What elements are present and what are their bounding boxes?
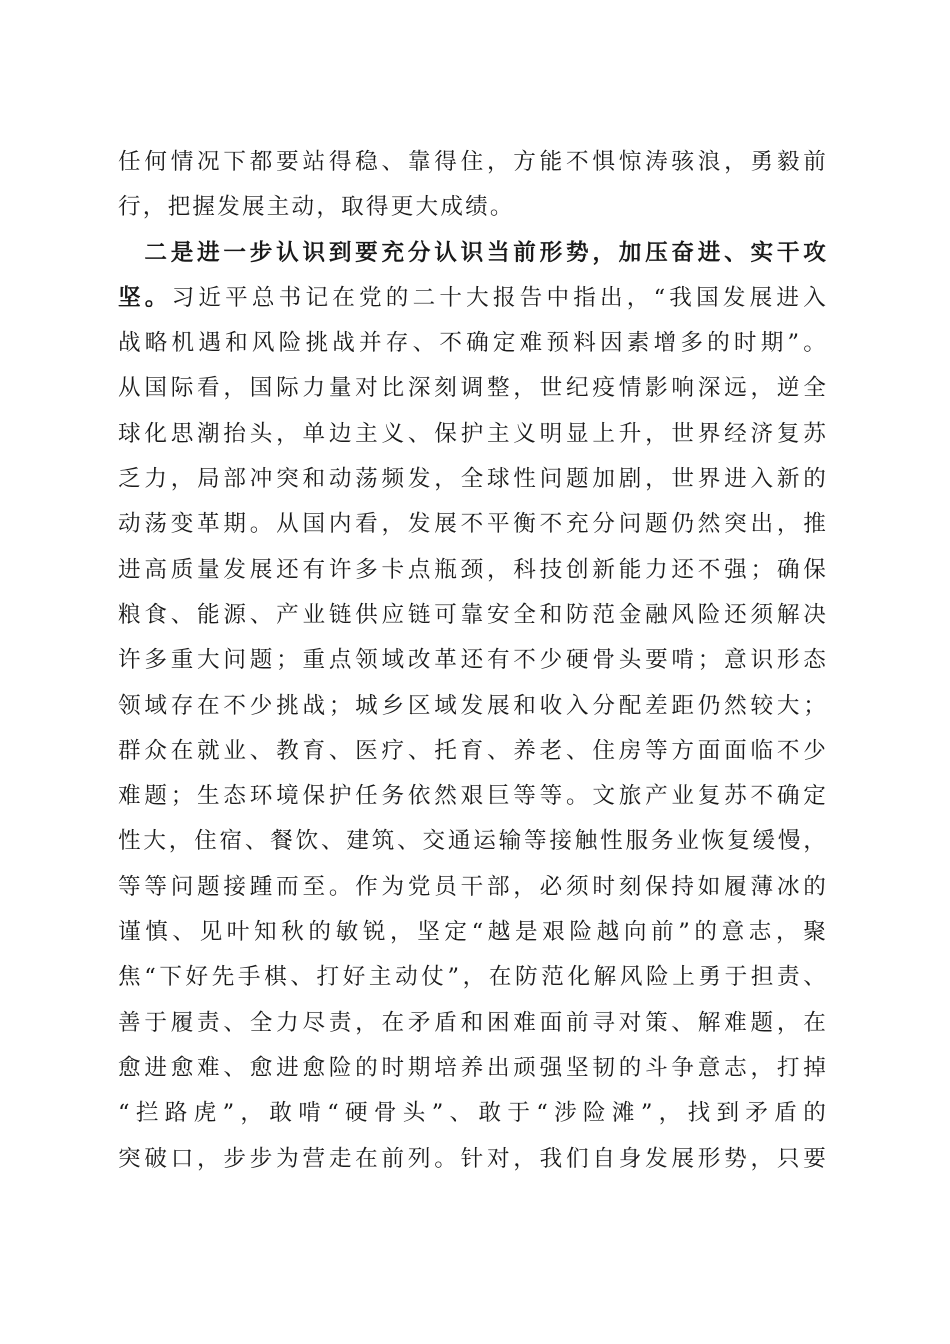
text-line: 粮食、能源、产业链供应链可靠安全和防范金融风险还须解决 [118, 601, 828, 628]
text-line: 乏力，局部冲突和动荡频发，全球性问题加剧，世界进入新的 [118, 466, 828, 493]
paragraph-heading: 二是进一步认识到要充分认识当前形势，加压奋进、实干攻 [118, 239, 828, 266]
text-line: 战略机遇和风险挑战并存、不确定难预料因素增多的时期”。 [118, 330, 828, 357]
text-line: 性大，住宿、餐饮、建筑、交通运输等接触性服务业恢复缓慢， [118, 828, 828, 855]
text-segment: 习近平总书记在党的二十大报告中指出，“我国发展进入 [171, 284, 828, 311]
text-line: 谨慎、见叶知秋的敏锐，坚定“越是艰险越向前”的意志，聚 [118, 919, 828, 946]
body-text [118, 140, 828, 1182]
text-line [118, 276, 828, 321]
text-line: 焦“下好先手棋、打好主动仗”，在防范化解风险上勇于担责、 [118, 964, 828, 991]
text-line: “拦路虎”，敢啃“硬骨头”、敢于“涉险滩”，找到矛盾的 [118, 1100, 828, 1127]
text-line: 群众在就业、教育、医疗、托育、养老、住房等方面面临不少 [118, 737, 828, 764]
text-line: 许多重大问题；重点领域改革还有不少硬骨头要啃；意识形态 [118, 647, 828, 674]
text-line: 行，把握发展主动，取得更大成绩。 [118, 194, 515, 221]
text-line: 突破口，步步为营走在前列。针对，我们自身发展形势，只要 [118, 1145, 828, 1172]
text-line: 动荡变革期。从国内看，发展不平衡不充分问题仍然突出，推 [118, 511, 828, 538]
text-line: 进高质量发展还有许多卡点瓶颈，科技创新能力还不强；确保 [118, 556, 828, 583]
text-line: 球化思潮抬头，单边主义、保护主义明显上升，世界经济复苏 [118, 420, 828, 447]
text-line: 善于履责、全力尽责，在矛盾和困难面前寻对策、解难题，在 [118, 1009, 828, 1036]
text-line: 等等问题接踵而至。作为党员干部，必须时刻保持如履薄冰的 [118, 873, 828, 900]
text-line: 领域存在不少挑战；城乡区域发展和收入分配差距仍然较大； [118, 692, 828, 719]
paragraph-heading-end: 坚。 [118, 284, 172, 311]
text-line: 难题；生态环境保护任务依然艰巨等等。文旅产业复苏不确定 [118, 783, 828, 810]
text-line: 从国际看，国际力量对比深刻调整，世纪疫情影响深远，逆全 [118, 375, 828, 402]
text-line: 任何情况下都要站得稳、靠得住，方能不惧惊涛骇浪，勇毅前 [118, 149, 828, 175]
text-line: 愈进愈难、愈进愈险的时期培养出顽强坚韧的斗争意志，打掉 [118, 1054, 828, 1081]
